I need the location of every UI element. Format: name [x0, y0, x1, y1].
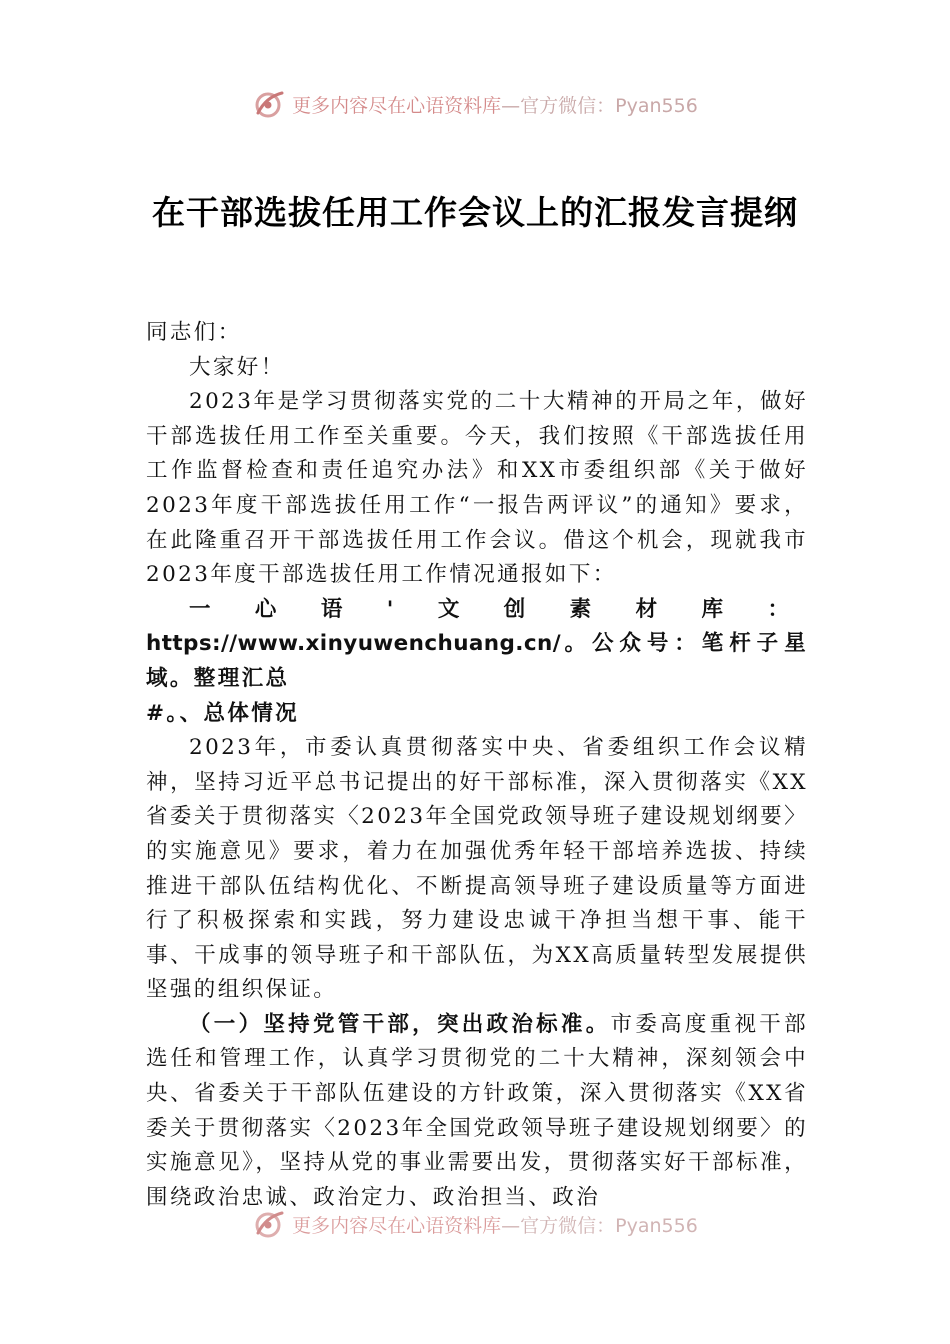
intro-paragraph: 2023年是学习贯彻落实党的二十大精神的开局之年，做好干部选拔任用工作至关重要。今天，我们按照《干部选拔任用工作监督检查和责任追究办法》和XX市委组织部《关于做好2023年度干部选拔任用工作“一报告两评议”的通知》要求，在此隆重召开干部选拔任用工作会议。借这个机会，现就我市2023年度干部选拔任用工作情况通报如下：	[146, 389, 808, 588]
overview-paragraph: 2023年，市委认真贯彻落实中央、省委组织工作会议精神，坚持习近平总书记提出的好干部标准，深入贯彻落实《XX省委关于贯彻落实〈2023年全国党政领导班子建设规划纲要〉的实施意见》要求，着力在加强优秀年轻干部培养选拔、持续推进干部队伍结构优化、不断提高领导班子建设质量等方面进行了积极探索和实践，努力建设忠诚干净担当想干事、能干事、干成事的领导班子和干部队伍，为XX高质量转型发展提供坚强的组织保证。	[146, 735, 808, 1003]
subsection-1-lead: （一）坚持党管干部，突出政治标准。	[189, 1011, 611, 1037]
source-rest: 。公众号：笔杆子星域。整理汇总	[146, 631, 808, 691]
watermark-contact: —官方微信：Pyan556	[501, 94, 698, 117]
source-link[interactable]: https://www.xinyuwenchuang.cn/	[146, 631, 561, 657]
brand-logo-icon	[252, 1207, 286, 1241]
source-note	[146, 593, 808, 697]
watermark-footer	[0, 1204, 950, 1244]
watermark-brand: 更多内容尽在心语资料库	[292, 94, 502, 117]
watermark-contact: —官方微信：Pyan556	[501, 1214, 698, 1237]
salutation: 同志们：	[146, 320, 242, 345]
watermark-header	[0, 84, 950, 124]
source-label: 一心语'文创素材库：	[189, 596, 808, 622]
section-heading: #。、总体情况	[146, 700, 300, 726]
brand-logo-icon	[252, 87, 286, 121]
watermark-brand: 更多内容尽在心语资料库	[292, 1214, 502, 1237]
subsection-1-body: 市委高度重视干部选任和管理工作，认真学习贯彻党的二十大精神，深刻领会中央、省委关于干部队伍建设的方针政策，深入贯彻落实《XX省委关于贯彻落实〈2023年全国党政领导班子建设规划纲要〉的实施意见》，坚持从党的事业需要出发，贯彻落实好干部标准，围绕政治忠诚、政治定力、政治担当、政治	[146, 1011, 808, 1210]
subsection-1-paragraph	[146, 1008, 808, 1216]
document-title: 在干部选拔任用工作会议上的汇报发言提纲	[152, 193, 798, 232]
document-body	[146, 316, 808, 1215]
greeting: 大家好！	[189, 354, 285, 380]
